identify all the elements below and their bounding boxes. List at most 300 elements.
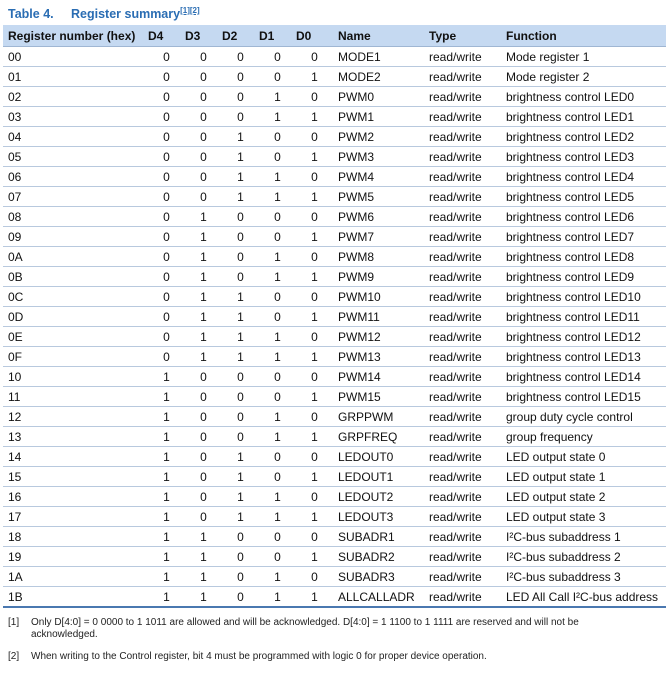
table-row	[3, 247, 666, 267]
name-cell: PWM1	[333, 107, 424, 127]
table-row	[3, 207, 666, 227]
d4-cell: 1	[148, 587, 185, 608]
d4-cell: 0	[148, 167, 185, 187]
function-cell: brightness control LED2	[501, 127, 666, 147]
d4-cell: 0	[148, 227, 185, 247]
type-cell: read/write	[424, 227, 501, 247]
register-number-cell: 08	[3, 207, 148, 227]
d3-cell: 1	[185, 287, 222, 307]
function-cell: group duty cycle control	[501, 407, 666, 427]
register-number-cell: 14	[3, 447, 148, 467]
name-cell: PWM14	[333, 367, 424, 387]
table-row	[3, 147, 666, 167]
type-cell: read/write	[424, 347, 501, 367]
d0-cell: 1	[296, 547, 333, 567]
function-cell: brightness control LED6	[501, 207, 666, 227]
register-number-cell: 16	[3, 487, 148, 507]
d3-cell: 0	[185, 187, 222, 207]
d1-cell: 1	[259, 187, 296, 207]
d2-cell: 1	[222, 507, 259, 527]
register-number-cell: 03	[3, 107, 148, 127]
d2-cell: 0	[222, 387, 259, 407]
name-cell: LEDOUT2	[333, 487, 424, 507]
d2-cell: 1	[222, 467, 259, 487]
d3-cell: 0	[185, 167, 222, 187]
register-number-cell: 00	[3, 47, 148, 67]
footnote-ref-2[interactable]: [2]	[189, 6, 200, 15]
type-cell: read/write	[424, 427, 501, 447]
d4-cell: 0	[148, 267, 185, 287]
d0-cell: 1	[296, 467, 333, 487]
d0-cell: 1	[296, 587, 333, 608]
table-row	[3, 287, 666, 307]
d0-cell: 1	[296, 147, 333, 167]
d0-cell: 0	[296, 167, 333, 187]
name-cell: PWM7	[333, 227, 424, 247]
d1-cell: 1	[259, 407, 296, 427]
d1-cell: 0	[259, 147, 296, 167]
register-number-cell: 0F	[3, 347, 148, 367]
name-cell: LEDOUT3	[333, 507, 424, 527]
type-cell: read/write	[424, 47, 501, 67]
name-cell: MODE1	[333, 47, 424, 67]
table-row	[3, 427, 666, 447]
table-row	[3, 67, 666, 87]
name-cell: PWM3	[333, 147, 424, 167]
d2-cell: 0	[222, 87, 259, 107]
d0-cell: 0	[296, 407, 333, 427]
d3-cell: 1	[185, 347, 222, 367]
footnote-2-mark: [2]	[8, 651, 20, 662]
d4-cell: 1	[148, 547, 185, 567]
d1-cell: 1	[259, 327, 296, 347]
header-d2: D2	[222, 25, 259, 47]
table-row	[3, 387, 666, 407]
register-number-cell: 02	[3, 87, 148, 107]
type-cell: read/write	[424, 187, 501, 207]
name-cell: PWM8	[333, 247, 424, 267]
table-row	[3, 227, 666, 247]
name-cell: ALLCALLADR	[333, 587, 424, 608]
name-cell: SUBADR3	[333, 567, 424, 587]
function-cell: group frequency	[501, 427, 666, 447]
table-row	[3, 47, 666, 67]
header-d0: D0	[296, 25, 333, 47]
d2-cell: 1	[222, 167, 259, 187]
type-cell: read/write	[424, 407, 501, 427]
d4-cell: 1	[148, 387, 185, 407]
register-number-cell: 1A	[3, 567, 148, 587]
table-number: Table 4.	[8, 7, 54, 22]
type-cell: read/write	[424, 567, 501, 587]
function-cell: brightness control LED0	[501, 87, 666, 107]
table-title: Register summary	[71, 7, 181, 22]
name-cell: SUBADR2	[333, 547, 424, 567]
name-cell: GRPPWM	[333, 407, 424, 427]
d1-cell: 1	[259, 487, 296, 507]
d3-cell: 1	[185, 207, 222, 227]
d1-cell: 1	[259, 87, 296, 107]
table-header-row	[3, 25, 666, 47]
header-name: Name	[333, 25, 424, 47]
type-cell: read/write	[424, 327, 501, 347]
type-cell: read/write	[424, 507, 501, 527]
function-cell: brightness control LED3	[501, 147, 666, 167]
d0-cell: 0	[296, 247, 333, 267]
table-row	[3, 267, 666, 287]
d0-cell: 1	[296, 67, 333, 87]
d0-cell: 1	[296, 307, 333, 327]
d4-cell: 0	[148, 207, 185, 227]
d4-cell: 0	[148, 287, 185, 307]
register-number-cell: 17	[3, 507, 148, 527]
d2-cell: 0	[222, 427, 259, 447]
d3-cell: 0	[185, 87, 222, 107]
d3-cell: 0	[185, 367, 222, 387]
header-type: Type	[424, 25, 501, 47]
d2-cell: 0	[222, 107, 259, 127]
register-number-cell: 0D	[3, 307, 148, 327]
type-cell: read/write	[424, 107, 501, 127]
d1-cell: 0	[259, 447, 296, 467]
name-cell: PWM10	[333, 287, 424, 307]
d1-cell: 1	[259, 507, 296, 527]
function-cell: brightness control LED11	[501, 307, 666, 327]
d2-cell: 1	[222, 147, 259, 167]
d1-cell: 1	[259, 347, 296, 367]
d0-cell: 1	[296, 387, 333, 407]
name-cell: PWM6	[333, 207, 424, 227]
d4-cell: 1	[148, 527, 185, 547]
type-cell: read/write	[424, 87, 501, 107]
table-row	[3, 567, 666, 587]
table-row	[3, 347, 666, 367]
name-cell: PWM5	[333, 187, 424, 207]
d0-cell: 1	[296, 267, 333, 287]
d1-cell: 0	[259, 387, 296, 407]
d1-cell: 1	[259, 247, 296, 267]
footnote-2-text: When writing to the Control register, bit 4 must be programmed with logic 0 for proper device operation.	[31, 651, 487, 662]
d3-cell: 1	[185, 267, 222, 287]
table-row	[3, 327, 666, 347]
register-number-cell: 12	[3, 407, 148, 427]
d2-cell: 0	[222, 207, 259, 227]
table-body	[3, 47, 666, 608]
name-cell: LEDOUT1	[333, 467, 424, 487]
function-cell: LED output state 2	[501, 487, 666, 507]
d4-cell: 0	[148, 87, 185, 107]
name-cell: PWM9	[333, 267, 424, 287]
register-number-cell: 04	[3, 127, 148, 147]
d0-cell: 0	[296, 87, 333, 107]
d2-cell: 1	[222, 287, 259, 307]
d2-cell: 1	[222, 307, 259, 327]
d0-cell: 0	[296, 327, 333, 347]
d0-cell: 0	[296, 487, 333, 507]
d2-cell: 0	[222, 547, 259, 567]
d4-cell: 1	[148, 447, 185, 467]
d1-cell: 0	[259, 207, 296, 227]
d1-cell: 0	[259, 467, 296, 487]
table-row	[3, 467, 666, 487]
d4-cell: 1	[148, 567, 185, 587]
d0-cell: 0	[296, 567, 333, 587]
name-cell: GRPFREQ	[333, 427, 424, 447]
function-cell: brightness control LED10	[501, 287, 666, 307]
function-cell: brightness control LED9	[501, 267, 666, 287]
name-cell: PWM12	[333, 327, 424, 347]
d2-cell: 0	[222, 247, 259, 267]
footnote-1-text: Only D[4:0] = 0 0000 to 1 1011 are allowed and will be acknowledged. D[4:0] = 1 1100 to 1 1111 are reserved and will not be acknowledged.	[31, 617, 579, 640]
d3-cell: 0	[185, 467, 222, 487]
table-row	[3, 487, 666, 507]
function-cell: LED output state 3	[501, 507, 666, 527]
register-number-cell: 06	[3, 167, 148, 187]
function-cell: LED output state 1	[501, 467, 666, 487]
function-cell: brightness control LED5	[501, 187, 666, 207]
header-d1: D1	[259, 25, 296, 47]
register-number-cell: 0C	[3, 287, 148, 307]
d4-cell: 0	[148, 187, 185, 207]
register-number-cell: 13	[3, 427, 148, 447]
register-summary-table	[3, 25, 666, 608]
type-cell: read/write	[424, 307, 501, 327]
d3-cell: 1	[185, 247, 222, 267]
type-cell: read/write	[424, 387, 501, 407]
d2-cell: 0	[222, 67, 259, 87]
type-cell: read/write	[424, 247, 501, 267]
d2-cell: 1	[222, 127, 259, 147]
d0-cell: 0	[296, 447, 333, 467]
type-cell: read/write	[424, 67, 501, 87]
d4-cell: 0	[148, 347, 185, 367]
d3-cell: 0	[185, 487, 222, 507]
d4-cell: 0	[148, 327, 185, 347]
register-number-cell: 0E	[3, 327, 148, 347]
table-row	[3, 107, 666, 127]
d2-cell: 0	[222, 367, 259, 387]
type-cell: read/write	[424, 467, 501, 487]
register-number-cell: 10	[3, 367, 148, 387]
table-row	[3, 507, 666, 527]
table-row	[3, 187, 666, 207]
d1-cell: 1	[259, 267, 296, 287]
d3-cell: 1	[185, 527, 222, 547]
d2-cell: 0	[222, 267, 259, 287]
d4-cell: 0	[148, 127, 185, 147]
d3-cell: 0	[185, 107, 222, 127]
function-cell: brightness control LED4	[501, 167, 666, 187]
register-number-cell: 1B	[3, 587, 148, 608]
table-row	[3, 307, 666, 327]
d3-cell: 1	[185, 227, 222, 247]
function-cell: brightness control LED13	[501, 347, 666, 367]
type-cell: read/write	[424, 367, 501, 387]
d1-cell: 0	[259, 307, 296, 327]
d4-cell: 1	[148, 407, 185, 427]
d2-cell: 1	[222, 347, 259, 367]
d1-cell: 0	[259, 67, 296, 87]
d3-cell: 0	[185, 427, 222, 447]
d2-cell: 1	[222, 447, 259, 467]
function-cell: brightness control LED15	[501, 387, 666, 407]
d1-cell: 1	[259, 167, 296, 187]
d0-cell: 0	[296, 527, 333, 547]
function-cell: Mode register 1	[501, 47, 666, 67]
table-row	[3, 547, 666, 567]
d2-cell: 0	[222, 47, 259, 67]
d2-cell: 1	[222, 327, 259, 347]
d3-cell: 0	[185, 127, 222, 147]
d3-cell: 0	[185, 447, 222, 467]
type-cell: read/write	[424, 267, 501, 287]
d1-cell: 0	[259, 367, 296, 387]
d0-cell: 1	[296, 427, 333, 447]
d1-cell: 0	[259, 227, 296, 247]
footnote-1	[8, 617, 631, 641]
name-cell: PWM0	[333, 87, 424, 107]
d1-cell: 0	[259, 127, 296, 147]
name-cell: LEDOUT0	[333, 447, 424, 467]
d2-cell: 0	[222, 527, 259, 547]
type-cell: read/write	[424, 147, 501, 167]
d1-cell: 0	[259, 527, 296, 547]
type-cell: read/write	[424, 527, 501, 547]
function-cell: I²C-bus subaddress 3	[501, 567, 666, 587]
d0-cell: 1	[296, 347, 333, 367]
function-cell: brightness control LED12	[501, 327, 666, 347]
header-function: Function	[501, 25, 666, 47]
d4-cell: 1	[148, 507, 185, 527]
d3-cell: 0	[185, 67, 222, 87]
d2-cell: 1	[222, 187, 259, 207]
d3-cell: 1	[185, 547, 222, 567]
function-cell: I²C-bus subaddress 2	[501, 547, 666, 567]
type-cell: read/write	[424, 287, 501, 307]
d1-cell: 1	[259, 567, 296, 587]
name-cell: PWM15	[333, 387, 424, 407]
register-number-cell: 05	[3, 147, 148, 167]
table-caption	[8, 6, 200, 21]
d3-cell: 0	[185, 407, 222, 427]
d4-cell: 0	[148, 107, 185, 127]
d0-cell: 1	[296, 107, 333, 127]
function-cell: LED output state 0	[501, 447, 666, 467]
type-cell: read/write	[424, 587, 501, 608]
d0-cell: 1	[296, 507, 333, 527]
d4-cell: 1	[148, 467, 185, 487]
footnote-2	[8, 651, 631, 663]
d3-cell: 0	[185, 507, 222, 527]
d4-cell: 0	[148, 247, 185, 267]
d2-cell: 0	[222, 407, 259, 427]
table-row	[3, 87, 666, 107]
function-cell: brightness control LED1	[501, 107, 666, 127]
register-number-cell: 18	[3, 527, 148, 547]
name-cell: MODE2	[333, 67, 424, 87]
d0-cell: 1	[296, 187, 333, 207]
d1-cell: 1	[259, 587, 296, 608]
register-number-cell: 01	[3, 67, 148, 87]
register-number-cell: 19	[3, 547, 148, 567]
d1-cell: 0	[259, 47, 296, 67]
table-row	[3, 407, 666, 427]
d1-cell: 0	[259, 287, 296, 307]
header-d3: D3	[185, 25, 222, 47]
type-cell: read/write	[424, 447, 501, 467]
table-row	[3, 127, 666, 147]
d3-cell: 1	[185, 587, 222, 608]
d4-cell: 1	[148, 427, 185, 447]
footnote-1-mark: [1]	[8, 617, 20, 628]
d2-cell: 0	[222, 227, 259, 247]
d0-cell: 1	[296, 227, 333, 247]
d4-cell: 0	[148, 147, 185, 167]
d1-cell: 1	[259, 107, 296, 127]
d0-cell: 0	[296, 367, 333, 387]
d3-cell: 1	[185, 567, 222, 587]
d0-cell: 0	[296, 287, 333, 307]
table-row	[3, 527, 666, 547]
d4-cell: 0	[148, 47, 185, 67]
header-d4: D4	[148, 25, 185, 47]
name-cell: PWM11	[333, 307, 424, 327]
function-cell: Mode register 2	[501, 67, 666, 87]
name-cell: PWM2	[333, 127, 424, 147]
function-cell: LED All Call I²C-bus address	[501, 587, 666, 608]
type-cell: read/write	[424, 207, 501, 227]
type-cell: read/write	[424, 547, 501, 567]
register-number-cell: 15	[3, 467, 148, 487]
type-cell: read/write	[424, 167, 501, 187]
function-cell: brightness control LED8	[501, 247, 666, 267]
d4-cell: 0	[148, 67, 185, 87]
d3-cell: 0	[185, 147, 222, 167]
footnote-ref-1[interactable]: [1]	[180, 6, 190, 15]
table-row	[3, 167, 666, 187]
d0-cell: 0	[296, 207, 333, 227]
function-cell: brightness control LED14	[501, 367, 666, 387]
d0-cell: 0	[296, 47, 333, 67]
header-register-number: Register number (hex)	[3, 25, 148, 47]
d3-cell: 1	[185, 327, 222, 347]
d4-cell: 0	[148, 307, 185, 327]
table-row	[3, 367, 666, 387]
d3-cell: 1	[185, 307, 222, 327]
d2-cell: 0	[222, 587, 259, 608]
name-cell: PWM13	[333, 347, 424, 367]
table-row	[3, 447, 666, 467]
function-cell: brightness control LED7	[501, 227, 666, 247]
type-cell: read/write	[424, 487, 501, 507]
d4-cell: 1	[148, 487, 185, 507]
register-number-cell: 0A	[3, 247, 148, 267]
d3-cell: 0	[185, 387, 222, 407]
d3-cell: 0	[185, 47, 222, 67]
register-number-cell: 11	[3, 387, 148, 407]
table-row	[3, 587, 666, 608]
type-cell: read/write	[424, 127, 501, 147]
function-cell: I²C-bus subaddress 1	[501, 527, 666, 547]
d4-cell: 1	[148, 367, 185, 387]
d2-cell: 1	[222, 487, 259, 507]
register-number-cell: 07	[3, 187, 148, 207]
d0-cell: 0	[296, 127, 333, 147]
name-cell: SUBADR1	[333, 527, 424, 547]
d2-cell: 0	[222, 567, 259, 587]
d1-cell: 1	[259, 427, 296, 447]
register-number-cell: 0B	[3, 267, 148, 287]
